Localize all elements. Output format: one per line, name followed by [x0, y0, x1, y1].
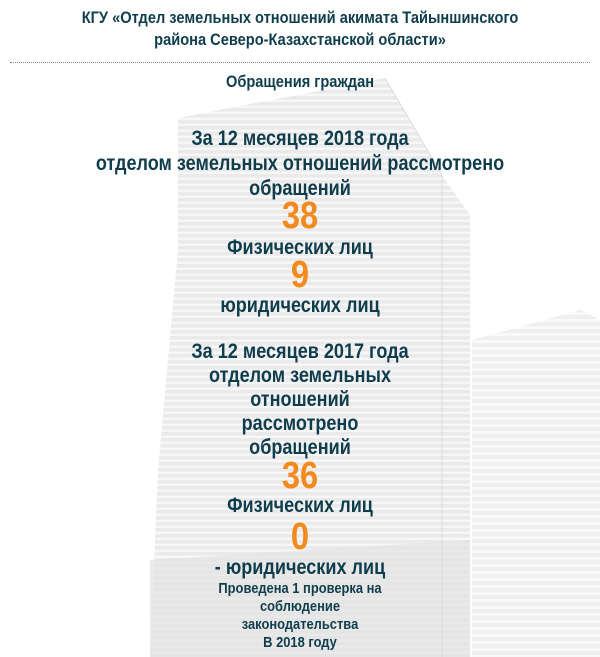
- inspection-line4: В 2018 году: [263, 634, 337, 651]
- year2018-legal-label: юридических лиц: [220, 294, 380, 317]
- year2018-line2: отделом земельных отношений рассмотрено: [95, 152, 505, 175]
- header-title-line1: КГУ «Отдел земельных отношений акимата Тайыншинского: [81, 8, 519, 27]
- year2017-individuals-label: Физических лиц: [227, 494, 373, 517]
- header-title-line2: района Северо-Казахстанской области»: [154, 30, 446, 49]
- year2017-individuals-count: 36: [281, 455, 319, 497]
- year2018-individuals-count: 38: [281, 195, 319, 237]
- year2017-line4: рассмотрено: [241, 412, 359, 435]
- inspection-line3: законодательства: [241, 616, 359, 633]
- year2017-line3: отношений: [250, 388, 350, 411]
- year2018-line3: обращений: [249, 177, 351, 200]
- year2018-legal-count: 9: [290, 254, 310, 296]
- year2017-legal-label: - юридических лиц: [214, 556, 386, 579]
- section-title: Обращения граждан: [225, 72, 375, 91]
- inspection-line2: соблюдение: [259, 598, 341, 615]
- header-divider: [10, 62, 590, 63]
- year2018-line1: За 12 месяцев 2018 года: [191, 127, 409, 150]
- year2018-individuals-label: Физических лиц: [227, 236, 373, 259]
- year2017-line2: отделом земельных: [208, 364, 391, 387]
- year2017-line5: обращений: [249, 436, 351, 459]
- year2017-line1: За 12 месяцев 2017 года: [191, 340, 409, 363]
- inspection-line1: Проведена 1 проверка на: [218, 580, 382, 597]
- year2017-legal-count: 0: [290, 516, 310, 558]
